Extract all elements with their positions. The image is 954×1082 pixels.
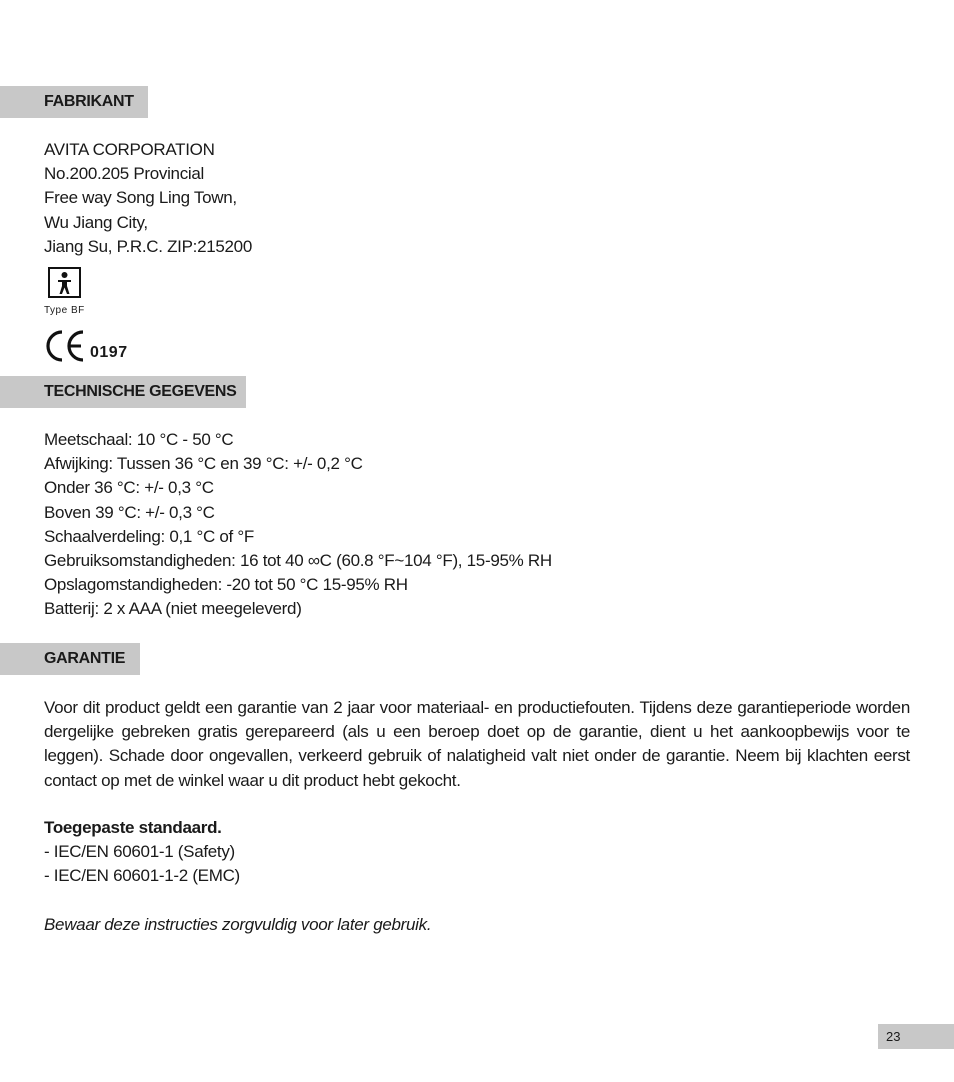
address-line: Wu Jiang City,	[44, 212, 148, 232]
spec-line: Schaalverdeling: 0,1 °C of °F	[44, 526, 254, 546]
ce-notified-body-number: 0197	[90, 344, 128, 361]
warranty-text: Voor dit product geldt een garantie van 2 jaar voor materiaal- en productiefouten. Tijdens deze garantieperiode worden dergelijke gebreken gratis gerepareerd (als u een beroep doet op de garantie, dient u het aankoopbewijs voor te leggen). Schade door ongevallen, verkeerd gebruik of nalatigheid valt niet onder de garantie. Neem bij klachten eerst contact op met de winkel waar u dit product hebt gekocht.	[44, 698, 910, 790]
address-line: Jiang Su, P.R.C. ZIP:215200	[44, 236, 252, 256]
manufacturer-address	[44, 138, 252, 259]
section-heading-technische-gegevens: TECHNISCHE GEGEVENS	[0, 376, 246, 408]
technical-specs	[44, 428, 552, 622]
spec-line: Batterij: 2 x AAA (niet meegeleverd)	[44, 599, 302, 619]
section-heading-fabrikant: FABRIKANT	[0, 86, 148, 118]
storage-note: Bewaar deze instructies zorgvuldig voor later gebruik.	[44, 915, 432, 934]
ce-mark-icon	[44, 329, 86, 368]
spec-line: Meetschaal: 10 °C - 50 °C	[44, 430, 234, 449]
standard-item: - IEC/EN 60601-1 (Safety)	[44, 842, 235, 862]
type-bf-label: Type BF	[44, 305, 85, 316]
page-number: 23	[878, 1024, 954, 1049]
standards-heading: Toegepaste standaard.	[44, 818, 222, 837]
spec-line: Afwijking: Tussen 36 °C en 39 °C: +/- 0,2 °C	[44, 454, 363, 474]
spec-line: Boven 39 °C: +/- 0,3 °C	[44, 502, 215, 522]
address-line: AVITA CORPORATION	[44, 140, 215, 159]
spec-line: Gebruiksomstandigheden: 16 tot 40 ∞C (60.8 °F~104 °F), 15-95% RH	[44, 551, 552, 571]
address-line: No.200.205 Provincial	[44, 164, 205, 184]
spec-line: Onder 36 °C: +/- 0,3 °C	[44, 478, 214, 498]
type-bf-icon	[48, 267, 81, 298]
section-heading-garantie: GARANTIE	[0, 643, 140, 675]
address-line: Free way Song Ling Town,	[44, 188, 237, 208]
standard-item: - IEC/EN 60601-1-2 (EMC)	[44, 866, 240, 886]
spec-line: Opslagomstandigheden: -20 tot 50 °C 15-95% RH	[44, 575, 408, 595]
standards-list	[44, 816, 240, 889]
